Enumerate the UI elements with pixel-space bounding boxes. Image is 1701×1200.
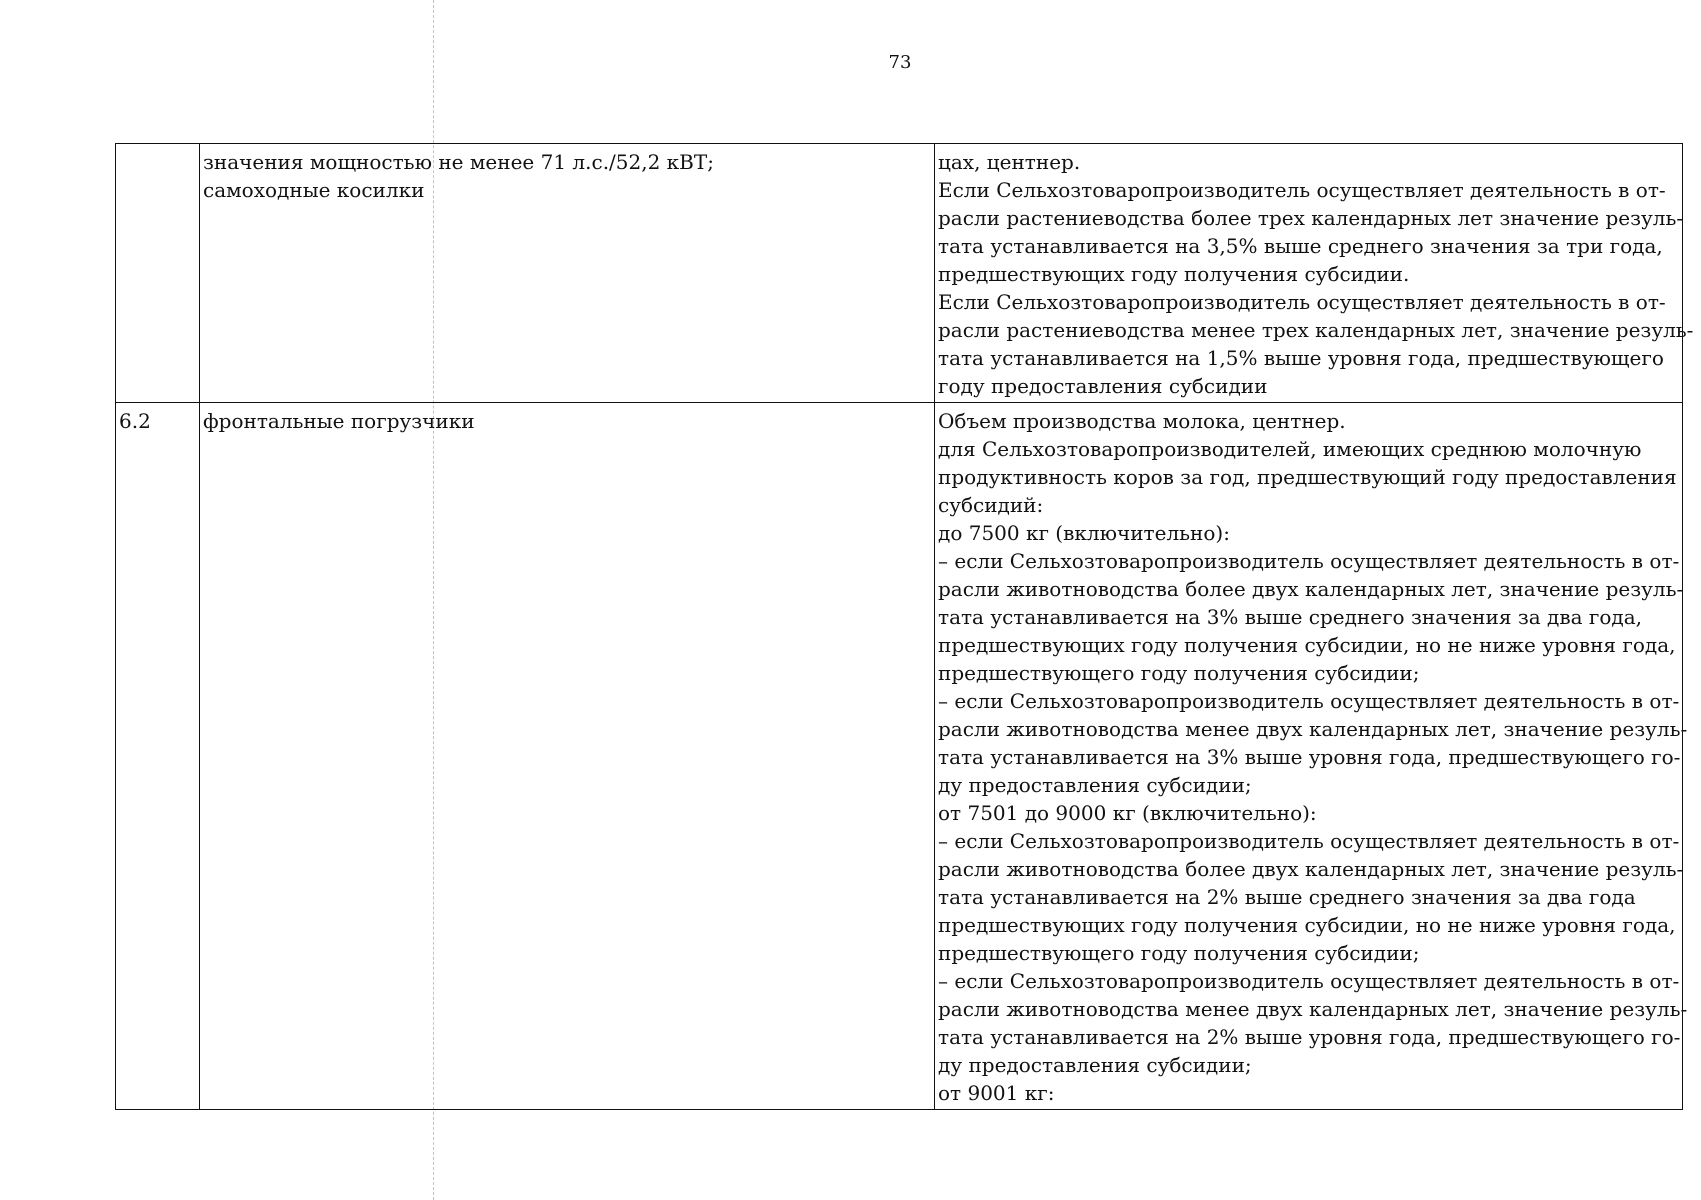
text-line: году предоставления субсидии <box>938 374 1268 398</box>
text-line: предшествующего году получения субсидии; <box>938 661 1420 685</box>
text-line: Если Сельхозтоваропроизводитель осуществляет деятельность в от- <box>938 290 1666 314</box>
result-description-cell <box>935 144 1694 403</box>
text-line: значения мощностью не менее 71 л.с./52,2 кВТ; <box>203 150 714 174</box>
text-line: для Сельхозтоваропроизводителей, имеющих среднюю молочную <box>938 437 1642 461</box>
text-line: расли растениеводства менее трех календарных лет, значение резуль- <box>938 318 1694 342</box>
text-line: – если Сельхозтоваропроизводитель осуществляет деятельность в от- <box>938 829 1680 853</box>
text-line: самоходные косилки <box>203 178 425 202</box>
text-line: тата устанавливается на 3% выше уровня года, предшествующего го- <box>938 745 1681 769</box>
text-line: Если Сельхозтоваропроизводитель осуществляет деятельность в от- <box>938 178 1666 202</box>
text-line: цах, центнер. <box>938 150 1081 174</box>
text-line: предшествующих году получения субсидии. <box>938 262 1410 286</box>
equipment-name-cell <box>200 403 935 1110</box>
text-line: – если Сельхозтоваропроизводитель осуществляет деятельность в от- <box>938 969 1680 993</box>
equipment-name-cell <box>200 144 935 403</box>
text-line: от 9001 кг: <box>938 1081 1055 1105</box>
text-line: расли растениеводства более трех календарных лет значение резуль- <box>938 206 1684 230</box>
table-row <box>116 403 1683 1110</box>
text-line: тата устанавливается на 2% выше уровня года, предшествующего го- <box>938 1025 1681 1049</box>
text-line: тата устанавливается на 2% выше среднего значения за два года <box>938 885 1636 909</box>
text-line: расли животноводства менее двух календарных лет, значение резуль- <box>938 717 1688 741</box>
page-number: 73 <box>888 52 912 73</box>
text-line: до 7500 кг (включительно): <box>938 521 1230 545</box>
text-line: тата устанавливается на 3,5% выше среднего значения за три года, <box>938 234 1663 258</box>
text-line: расли животноводства менее двух календарных лет, значение резуль- <box>938 997 1688 1021</box>
text-line: субсидий: <box>938 493 1044 517</box>
text-line: тата устанавливается на 1,5% выше уровня года, предшествующего <box>938 346 1664 370</box>
table-row <box>116 144 1683 403</box>
text-line: от 7501 до 9000 кг (включительно): <box>938 801 1317 825</box>
text-line: расли животноводства более двух календарных лет, значение резуль- <box>938 577 1684 601</box>
document-table <box>115 143 1694 1110</box>
result-description-cell <box>935 403 1688 1110</box>
text-line: ду предоставления субсидии; <box>938 1053 1252 1077</box>
text-line: тата устанавливается на 3% выше среднего значения за два года, <box>938 605 1642 629</box>
row-number-cell: 6.2 <box>116 403 200 1110</box>
text-line: предшествующих году получения субсидии, но не ниже уровня года, <box>938 633 1676 657</box>
text-line: продуктивность коров за год, предшествующий году предоставления <box>938 465 1677 489</box>
text-line: предшествующего году получения субсидии; <box>938 941 1420 965</box>
text-line: Объем производства молока, центнер. <box>938 409 1346 433</box>
text-line: фронтальные погрузчики <box>203 409 475 433</box>
text-line: – если Сельхозтоваропроизводитель осуществляет деятельность в от- <box>938 549 1680 573</box>
text-line: предшествующих году получения субсидии, но не ниже уровня года, <box>938 913 1676 937</box>
row-number-cell <box>116 144 200 403</box>
text-line: расли животноводства более двух календарных лет, значение резуль- <box>938 857 1684 881</box>
text-line: ду предоставления субсидии; <box>938 773 1252 797</box>
text-line: – если Сельхозтоваропроизводитель осуществляет деятельность в от- <box>938 689 1680 713</box>
